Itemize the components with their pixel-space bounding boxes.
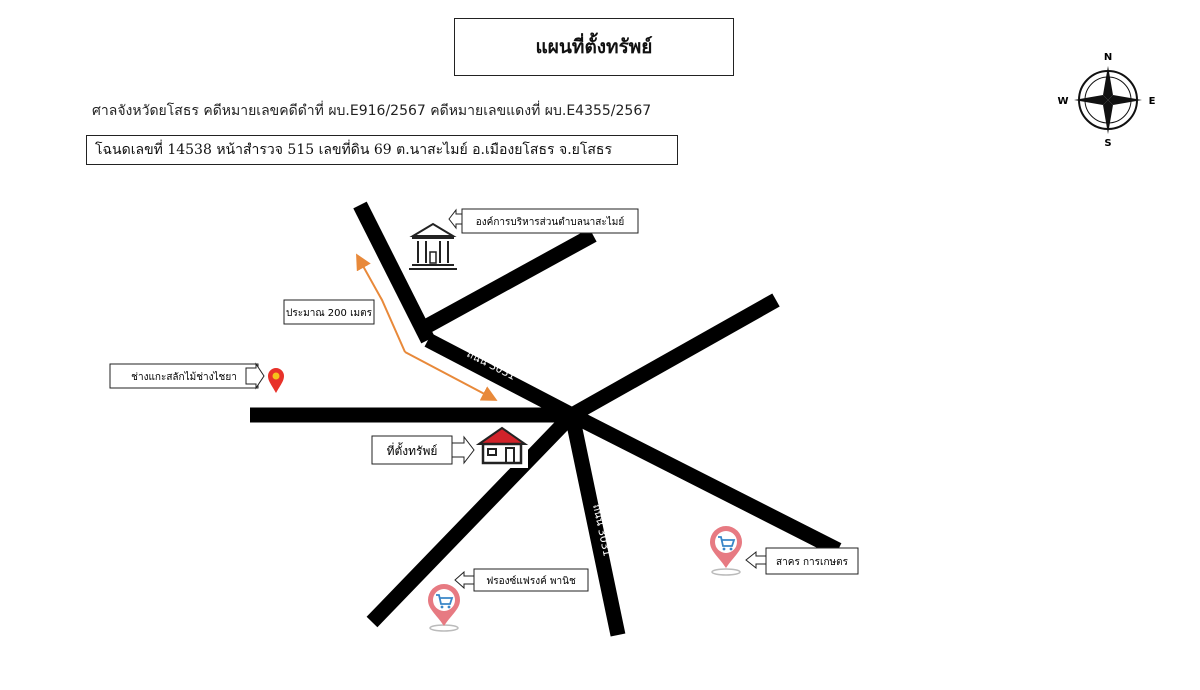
compass-s: S xyxy=(1104,138,1112,149)
compass-e: E xyxy=(1148,96,1156,107)
shopping-pin-icon xyxy=(710,526,742,575)
court-case-info: ศาลจังหวัดยโสธร คดีหมายเลขคดีดำที่ ผบ.E916/2567 คดีหมายเลขแดงที่ ผบ.E4355/2567 xyxy=(92,103,652,119)
road-label-3031-south: ถนน 3031 xyxy=(590,502,614,558)
government-building-icon xyxy=(405,220,460,270)
road-southeast xyxy=(572,415,838,550)
shopping-pin-icon xyxy=(428,584,460,631)
title-deed-info: โฉนดเลขที่ 14538 หน้าสำรวจ 515 เลขที่ดิน 69 ต.นาสะไมย์ อ.เมืองยโสธร จ.ยโสธร xyxy=(86,135,678,165)
carver-label: ช่างแกะสลักไม้ช่างไชยา xyxy=(131,372,237,383)
location-pin-icon xyxy=(268,368,284,393)
property-label: ที่ตั้งทรัพย์ xyxy=(386,444,438,458)
distance-label: ประมาณ 200 เมตร xyxy=(286,308,372,319)
shop-sw-label: ฟรองซ์แฟรงค์ พานิช xyxy=(486,576,576,587)
house-icon xyxy=(476,424,528,468)
shop-se-label: สาคร การเกษตร xyxy=(776,557,848,568)
compass-w: W xyxy=(1057,96,1069,107)
road-northeast xyxy=(572,300,776,415)
compass-n: N xyxy=(1103,52,1113,63)
map-title: แผนที่ตั้งทรัพย์ xyxy=(454,18,734,76)
tao-label: องค์การบริหารส่วนตำบลนาสะไมย์ xyxy=(475,217,625,228)
road-3031-ne xyxy=(428,340,572,415)
compass-rose-icon xyxy=(1057,52,1155,149)
road-label-3031-ne: ถนน 3031 xyxy=(464,347,518,383)
